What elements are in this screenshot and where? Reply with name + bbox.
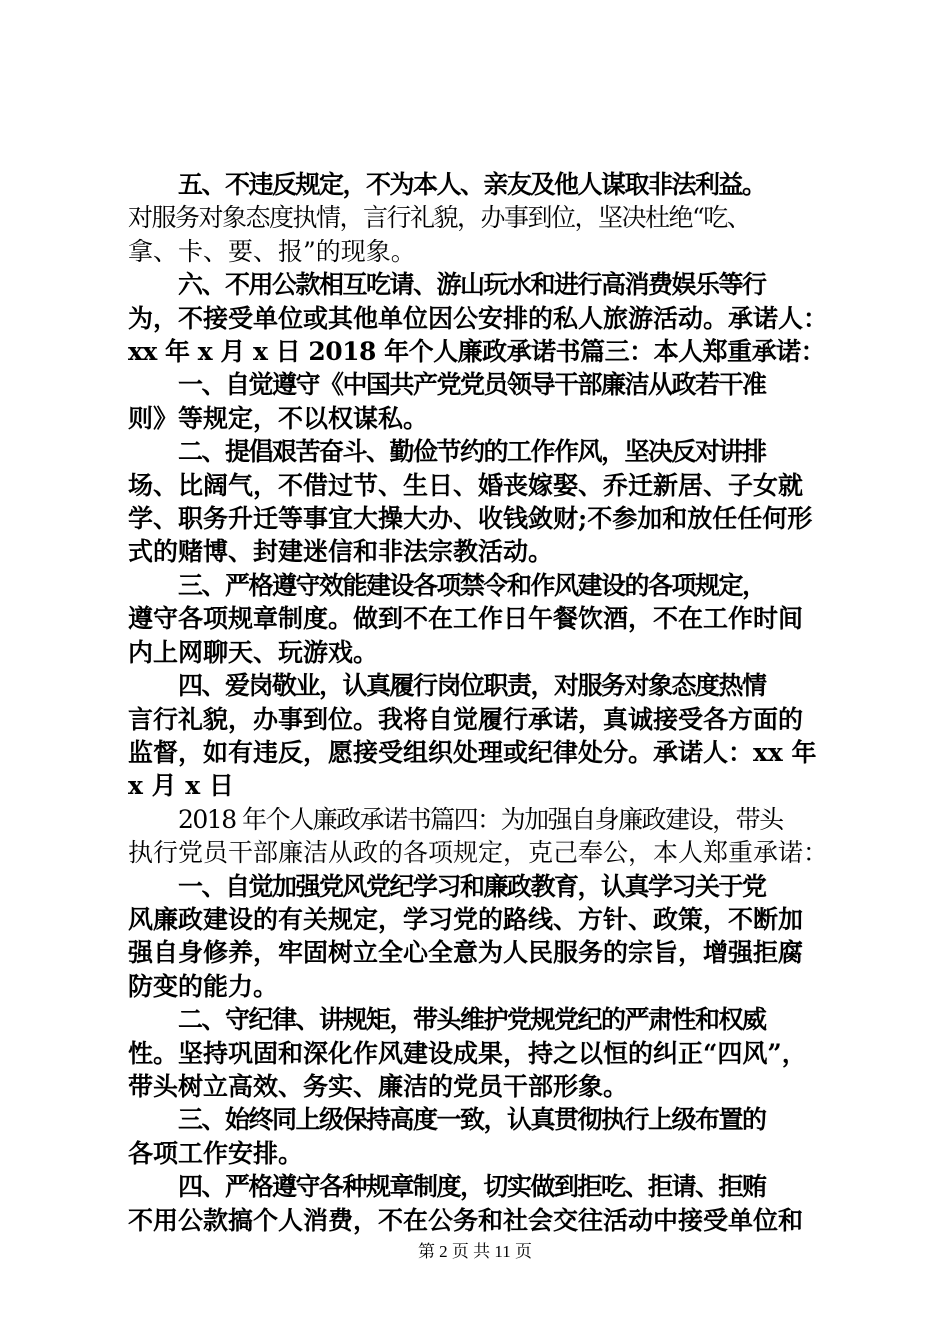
text-line: 三、严格遵守效能建设各项禁令和作风建设的各项规定， [178, 570, 766, 600]
text-line: 则》等规定，不以权谋私。 [128, 403, 429, 433]
text-line: 强自身修养，牢固树立全心全意为人民服务的宗旨，增强拒腐 [128, 938, 804, 968]
text-line: 二、提倡艰苦奋斗、勤俭节约的工作作风，坚决反对讲排 [178, 437, 766, 467]
text-line: 四、严格遵守各种规章制度，切实做到拒吃、拒请、拒贿 [178, 1172, 766, 1202]
text-line: 性。坚持巩固和深化作风建设成果，持之以恒的纠正“四风”， [128, 1038, 807, 1068]
text-line: 五、不违反规定，不为本人、亲友及他人谋取非法利益。 [178, 170, 766, 199]
text-line: 内上网聊天、玩游戏。 [128, 637, 379, 667]
document-body [128, 168, 830, 1237]
text-line: 对服务对象态度执情，言行礼貌，办事到位，坚决杜绝“吃、 [128, 203, 751, 233]
text-line: 不用公款搞个人消费，不在公务和社会交往活动中接受单位和 [128, 1205, 804, 1235]
text-line: 执行党员干部廉洁从政的各项规定，克己奉公，本人郑重承诺： [128, 838, 829, 868]
text-line: 拿、卡、要、报”的现象。 [128, 236, 416, 266]
paragraph [128, 803, 830, 870]
paragraph [128, 1003, 830, 1103]
paragraph [128, 168, 830, 201]
text-line: x 月 x 日 [128, 771, 234, 801]
text-line: 防变的能力。 [128, 971, 279, 1001]
text-line: 言行礼貌，办事到位。我将自觉履行承诺，真诚接受各方面的 [128, 704, 804, 734]
text-line: 场、比阔气，不借过节、生日、婚丧嫁娶、乔迁新居、子女就 [128, 470, 804, 500]
text-line: 风廉政建设的有关规定，学习党的路线、方针、政策，不断加 [128, 904, 804, 934]
paragraph [128, 870, 830, 1004]
text-line: 为，不接受单位或其他单位因公安排的私人旅游活动。承诺人： [128, 303, 829, 333]
text-line: 学、职务升迁等事宜大操大办、收钱敛财;不参加和放任任何形 [128, 504, 813, 534]
text-line: 一、自觉遵守《中国共产党党员领导干部廉洁从政若干准 [178, 370, 766, 400]
text-line: 六、不用公款相互吃请、游山玩水和进行高消费娱乐等行 [178, 270, 766, 300]
text-line: xx 年 x 月 x 日 2018 年个人廉政承诺书篇三：本人郑重承诺： [128, 337, 826, 367]
text-line: 三、始终同上级保持高度一致，认真贯彻执行上级布置的 [178, 1105, 766, 1135]
text-line: 一、自觉加强党风党纪学习和廉政教育，认真学习关于党 [178, 871, 766, 901]
text-line: 2018 年个人廉政承诺书篇四：为加强自身廉政建设，带头 [178, 804, 783, 834]
text-line: 式的赌博、封建迷信和非法宗教活动。 [128, 537, 554, 567]
text-line: 二、守纪律、讲规矩，带头维护党规党纪的严肃性和权威 [178, 1005, 766, 1035]
paragraph [128, 435, 830, 569]
text-line: 带头树立高效、务实、廉洁的党员干部形象。 [128, 1071, 629, 1101]
paragraph [128, 201, 830, 268]
text-line: 四、爱岗敬业，认真履行岗位职责，对服务对象态度热情 [178, 671, 766, 701]
paragraph [128, 1103, 830, 1170]
text-line: 各项工作安排。 [128, 1138, 304, 1168]
paragraph [128, 569, 830, 669]
paragraph [128, 1170, 830, 1237]
text-line: 监督，如有违反，愿接受组织处理或纪律处分。承诺人：xx 年 [128, 737, 817, 767]
text-line: 遵守各项规章制度。做到不在工作日午餐饮酒，不在工作时间 [128, 604, 804, 634]
page-footer: 第 2 页 共 11 页 [417, 1242, 533, 1261]
paragraph [128, 368, 830, 435]
paragraph [128, 268, 830, 368]
paragraph [128, 669, 830, 803]
